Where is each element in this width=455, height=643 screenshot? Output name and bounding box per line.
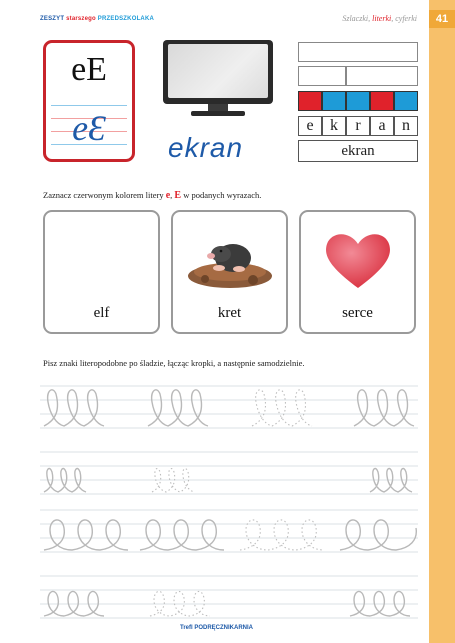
guide-line (51, 105, 127, 106)
heart-icon (311, 224, 406, 294)
letter-cell: k (322, 116, 346, 136)
side-color-strip (429, 0, 455, 643)
letter-cell: e (298, 116, 322, 136)
letter-cell: a (370, 116, 394, 136)
book-title-word: ZESZYT (40, 16, 65, 22)
mole-icon (183, 224, 278, 294)
print-letters: eE (71, 51, 107, 88)
task1-instruction (43, 190, 261, 201)
syllable-box[interactable] (346, 66, 418, 86)
task2-instruction: Pisz znaki literopodobne po śladzie, łącząc kropki, a następnie samodzielnie. (43, 358, 305, 368)
book-title (40, 16, 154, 22)
script-letters: eƐ (72, 108, 106, 148)
picture-card-kret[interactable] (171, 210, 288, 334)
syllable-box[interactable] (298, 66, 346, 86)
page-number: 41 (429, 10, 455, 28)
subtitle-word: , cyferki (391, 14, 417, 23)
script-word: ekran (168, 132, 244, 163)
card-word[interactable]: elf (93, 305, 110, 321)
tracing-exercise[interactable] (40, 380, 418, 620)
sound-color-cell (298, 91, 322, 111)
book-title-word: PRZEDSZKOLAKA (97, 16, 155, 22)
sound-color-cell (322, 91, 346, 111)
task1-text: , (170, 190, 175, 200)
letter-card (43, 40, 135, 162)
brand-name: Trefl (180, 625, 193, 631)
subtitle-word: literki (372, 14, 392, 23)
sentence-box[interactable] (298, 42, 418, 62)
book-subtitle (342, 14, 417, 23)
picture-card-elf[interactable] (43, 210, 160, 334)
task1-text: w podanych wyrazach. (181, 190, 262, 200)
highlight-letter: e (165, 190, 171, 201)
subtitle-word: Szlaczki, (342, 14, 371, 23)
book-title-word: starszego (66, 16, 96, 22)
sound-color-cell (346, 91, 370, 111)
sound-color-cell (394, 91, 418, 111)
picture-card-serce[interactable] (299, 210, 416, 334)
publisher-logo (180, 625, 253, 631)
sound-color-cell (370, 91, 394, 111)
publisher-name: PODRĘCZNIKARNIA (194, 625, 254, 631)
monitor-base (191, 111, 245, 116)
card-word[interactable]: serce (342, 305, 373, 321)
letter-cell: r (346, 116, 370, 136)
monitor-picture (163, 40, 273, 120)
monitor-screen (168, 44, 268, 98)
letter-cell: n (394, 116, 418, 136)
card-word[interactable]: kret (217, 305, 242, 321)
task1-text: Zaznacz czerwonym kolorem litery (43, 190, 166, 200)
highlight-letter: E (174, 190, 182, 201)
word-box: ekran (298, 140, 418, 162)
